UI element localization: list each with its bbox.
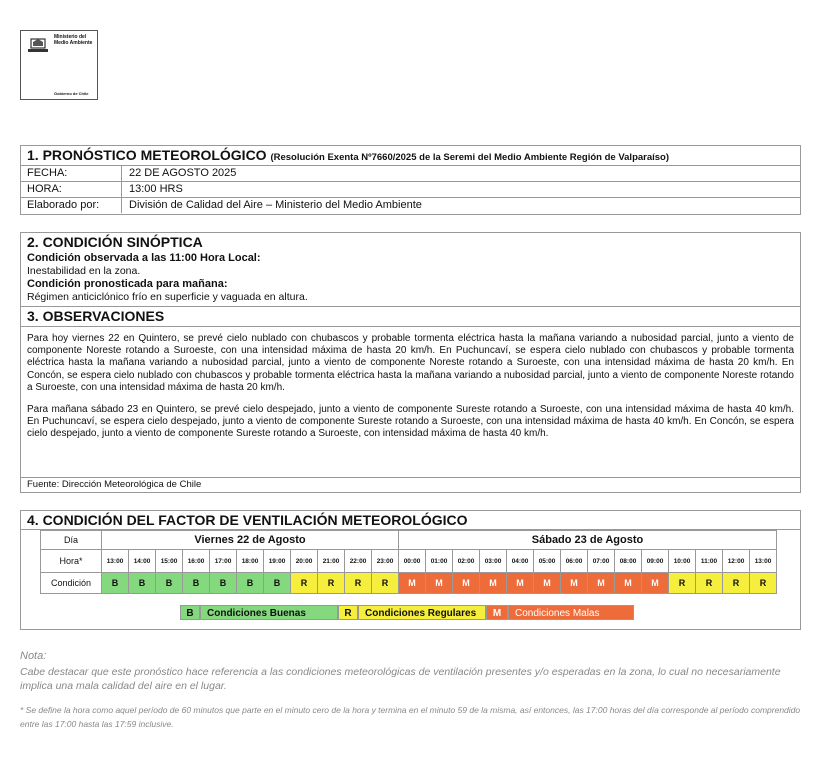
- forecast-section: [20, 145, 801, 215]
- condition-label: Condición: [41, 573, 102, 594]
- forecast-resolution: (Resolución Exenta Nº7660/2025 de la Seremi del Medio Ambiente Región de Valparaíso): [270, 152, 670, 163]
- hour-cell: 02:00: [453, 550, 480, 573]
- legend: [180, 605, 634, 620]
- condition-cell: B: [210, 573, 237, 594]
- ministry-name: Ministerio del Medio Ambiente: [54, 34, 93, 46]
- author-value: División de Calidad del Aire – Ministerio del Medio Ambiente: [129, 199, 422, 211]
- legend-bad-text: Condiciones Malas: [508, 605, 634, 620]
- day2-header: Sábado 23 de Agosto: [399, 531, 777, 550]
- hour-cell: 10:00: [669, 550, 696, 573]
- hour-cell: 13:00: [750, 550, 777, 573]
- time-value: 13:00 HRS: [129, 183, 183, 195]
- day1-header: Viernes 22 de Agosto: [102, 531, 399, 550]
- condition-cell: B: [237, 573, 264, 594]
- ventilation-title: 4. CONDICIÓN DEL FACTOR DE VENTILACIÓN METEOROLÓGICO: [21, 511, 800, 530]
- hour-cell: 09:00: [642, 550, 669, 573]
- hour-cell: 13:00: [102, 550, 129, 573]
- legend-bad-code: M: [486, 605, 508, 620]
- observations-title: 3. OBSERVACIONES: [21, 306, 800, 327]
- synoptic-title: 2. CONDICIÓN SINÓPTICA: [27, 234, 203, 250]
- synoptic-section: [20, 232, 801, 493]
- hour-cell: 08:00: [615, 550, 642, 573]
- hour-cell: 15:00: [156, 550, 183, 573]
- date-label: FECHA:: [27, 167, 68, 179]
- observations-today: Para hoy viernes 22 en Quintero, se prevé cielo nublado con chubascos y probable tormenta eléctrica hasta la mañana variando a nubosidad parcial, junto a viento de componente Noreste rotando a Suroeste, con una intensidad máxima de hasta 20 km/h. En Puchuncaví, se espera cielo nublado con chubascos y probable tormenta eléctrica hasta la mañana variando a nubosidad parcial, junto a viento de componente Noreste rotando a Suroeste, con una intensidad máxima de hasta 20 km/h. En Concón, se espera cielo nublado con chubascos y probable tormenta eléctrica hasta la mañana variando a nubosidad parcial, junto a viento de componente Noreste rotando a Suroeste, con una intensidad máxima de hasta 20 km/h.: [27, 333, 794, 393]
- forecast-title: [21, 146, 800, 165]
- time-label: HORA:: [27, 183, 62, 195]
- hour-cell: 00:00: [399, 550, 426, 573]
- day-label: Día: [41, 531, 102, 550]
- condition-cell: R: [696, 573, 723, 594]
- coat-of-arms-icon: [27, 36, 49, 54]
- condition-cell: B: [264, 573, 291, 594]
- hour-cell: 19:00: [264, 550, 291, 573]
- legend-good-code: B: [180, 605, 200, 620]
- condition-cell: M: [615, 573, 642, 594]
- condition-cell: M: [642, 573, 669, 594]
- condition-cell: M: [534, 573, 561, 594]
- legend-regular-code: R: [338, 605, 358, 620]
- date-row: [21, 165, 800, 181]
- forecast-label: Condición pronosticada para mañana:: [27, 278, 228, 290]
- hour-row: [41, 550, 777, 573]
- hour-cell: 05:00: [534, 550, 561, 573]
- hour-cell: 14:00: [129, 550, 156, 573]
- hour-cell: 11:00: [696, 550, 723, 573]
- condition-cell: M: [399, 573, 426, 594]
- condition-cell: B: [183, 573, 210, 594]
- condition-cell: M: [507, 573, 534, 594]
- observations-tomorrow: Para mañana sábado 23 en Quintero, se prevé cielo despejado, junto a viento de componente Sureste rotando a Suroeste, con una intensidad máxima de hasta 40 km/h. En Puchuncaví, se espera cielo despejado, junto a viento de componente Sureste rotando a Suroeste, con una intensidad máxima de hasta 40 km/h. En Concón, se espera cielo despejado, junto a viento de componente Sureste rotando a Suroeste, con intensidad máxima de hasta 40 km/h.: [27, 404, 794, 440]
- observed-text: Inestabilidad en la zona.: [27, 265, 141, 277]
- condition-cell: B: [156, 573, 183, 594]
- hour-cell: 18:00: [237, 550, 264, 573]
- day-row: [41, 531, 777, 550]
- condition-row: [41, 573, 777, 594]
- condition-cell: M: [561, 573, 588, 594]
- observed-label: Condición observada a las 11:00 Hora Local:: [27, 252, 261, 264]
- condition-cell: R: [345, 573, 372, 594]
- hour-cell: 21:00: [318, 550, 345, 573]
- government-label: Gobierno de Chile: [54, 91, 89, 96]
- ventilation-table: [40, 530, 777, 594]
- note-title: Nota:: [20, 650, 47, 662]
- note-text: Cabe destacar que este pronóstico hace referencia a las condiciones meteorológicas de ventilación presentes y/o esperadas en la zona, lo cual no necesariamente implica una mala calidad del aire en el lugar.: [20, 666, 781, 692]
- hour-cell: 23:00: [372, 550, 399, 573]
- hour-cell: 06:00: [561, 550, 588, 573]
- forecast-text: Régimen anticiclónico frío en superficie y vaguada en altura.: [27, 291, 308, 303]
- hour-cell: 12:00: [723, 550, 750, 573]
- hour-cell: 07:00: [588, 550, 615, 573]
- hour-cell: 22:00: [345, 550, 372, 573]
- condition-cell: R: [669, 573, 696, 594]
- condition-cell: R: [291, 573, 318, 594]
- condition-cell: R: [318, 573, 345, 594]
- condition-cell: R: [750, 573, 777, 594]
- hour-cell: 03:00: [480, 550, 507, 573]
- ministry-logo: [20, 30, 98, 100]
- time-row: [21, 181, 800, 197]
- author-label: Elaborado por:: [27, 199, 100, 211]
- hour-cell: 17:00: [210, 550, 237, 573]
- hour-cell: 04:00: [507, 550, 534, 573]
- hour-cell: 16:00: [183, 550, 210, 573]
- date-value: 22 DE AGOSTO 2025: [129, 167, 237, 179]
- condition-cell: R: [372, 573, 399, 594]
- author-row: [21, 197, 800, 213]
- hour-cell: 20:00: [291, 550, 318, 573]
- hour-cell: 01:00: [426, 550, 453, 573]
- condition-cell: M: [426, 573, 453, 594]
- hour-label: Hora*: [41, 550, 102, 573]
- synoptic-body: [21, 252, 800, 304]
- forecast-heading: 1. PRONÓSTICO METEOROLÓGICO: [27, 147, 267, 163]
- condition-cell: M: [588, 573, 615, 594]
- condition-cell: M: [480, 573, 507, 594]
- footnote: * Se define la hora como aquel período de 60 minutos que parte en el minuto cero de la hora y termina en el minuto 59 de la misma, así entonces, las 17:00 horas del día corresponde al período comprendido entre las 17:00 hasta las 17:59 inclusive.: [20, 705, 801, 729]
- condition-cell: R: [723, 573, 750, 594]
- condition-cell: B: [102, 573, 129, 594]
- source-note: Fuente: Dirección Meteorológica de Chile: [21, 477, 800, 492]
- condition-cell: B: [129, 573, 156, 594]
- condition-cell: M: [453, 573, 480, 594]
- legend-good-text: Condiciones Buenas: [200, 605, 338, 620]
- legend-regular-text: Condiciones Regulares: [358, 605, 486, 620]
